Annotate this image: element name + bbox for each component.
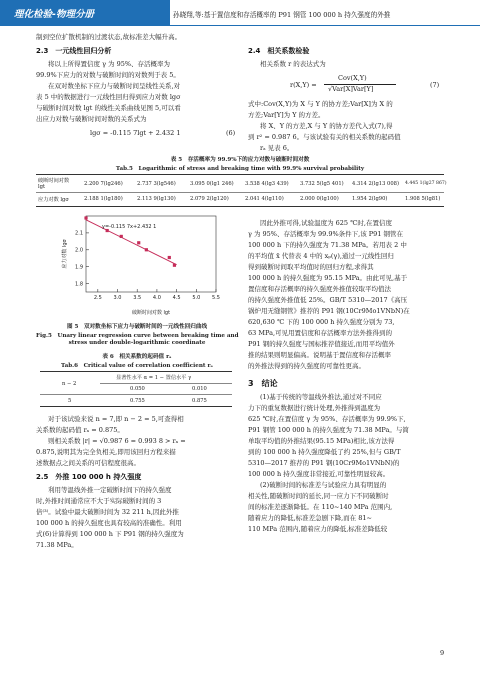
paragraph-line: 99.9%下应力的对数与破断时间的对数列于表 5。 <box>36 71 180 79</box>
paragraph-line: 得到破断时间取平均值时的回归方程,求得其 <box>248 263 374 271</box>
x-tick-label: 3.5 <box>133 295 142 301</box>
table-5-row2-label: 应力对数 lgσ <box>38 197 69 203</box>
table-5-row1-label-2: lgt <box>38 184 46 190</box>
data-point <box>120 235 123 238</box>
figure-5-chart <box>56 212 236 318</box>
running-title: 孙晓翔,等:基于置信度和存活概率的 P91 钢管 100 000 h 持久强度的外推 <box>173 11 391 19</box>
table-6-header-b: 0.010 <box>192 386 207 392</box>
paragraph-line: 的平均值 x̄ 代替表 4 中的 xₚ(γ),通过一元线性回归 <box>248 252 394 260</box>
section-2-5-body <box>36 485 238 551</box>
paragraph-line: 625 ℃时,在置信度 γ 为 95%、存活概率为 99.9%下, <box>248 415 406 423</box>
table-cell: 2.079 2(lg120) <box>190 196 229 202</box>
paragraph-line: γ 为 95%、存活概率为 99.9%条件下,该 P91 钢管在 <box>248 230 404 238</box>
table-6-n-label: n − 2 <box>62 381 77 387</box>
paragraph-line: 随着应力的降低,标准差急剧下降,而在 81~ <box>248 514 372 522</box>
data-point <box>137 241 140 244</box>
paragraph-line: 因此外推可得,试验温度为 625 ℃时,在置信度 <box>260 219 392 227</box>
table-6-header-rule <box>100 383 232 384</box>
paragraph-line: 在双对数坐标下应力与破断时间呈线性关系,对 <box>48 82 181 90</box>
figure-5-caption-en-2: stress under double-logarithmic coordinate <box>68 340 206 346</box>
table-6-header-a: 0.050 <box>130 386 145 392</box>
paragraph-line: P91 钢的持久强度与国标推荐值接近,而用平均值外 <box>248 340 395 348</box>
table-5-mid-rule <box>36 192 444 193</box>
table-6-caption-en: Tab.6 Critical value of correlation coefficient rₐ <box>60 363 214 369</box>
paragraph-line: 5310—2017 推荐的 P91 钢(10Cr9Mo1VNbN)的 <box>248 459 400 467</box>
paragraph-line: 出应力对数与破断时间对数的关系式为 <box>36 115 147 123</box>
paragraph-line: 式中:Cov(X,Y)为 X 与 Y 的协方差;Var[X]为 X 的 <box>248 100 393 108</box>
equation-7-lhs: r(X,Y) = <box>290 81 317 89</box>
paragraph-line: rₐ 见表 6。 <box>260 144 294 152</box>
paragraph-line: 单取平均值的外推结果(95.15 MPa)相比,该方法得 <box>248 437 395 445</box>
table-cell: 2.000 0(lg100) <box>300 196 339 202</box>
paragraph-line: 将以上所得置信度 γ 为 95%、存活概率为 <box>48 60 171 68</box>
paragraph-line: 式(6)计算得到 100 000 h 下 P91 钢的持久强度为 <box>36 530 184 538</box>
paragraph-line: 620,630 ℃ 下的 100 000 h 持久强度分别为 73, <box>248 318 395 326</box>
table-6-row-n: 5 <box>68 398 72 404</box>
paragraph-line: 锅炉用无缝钢管》推荐的 P91 钢(10Cr9Mo1VNbN)在 <box>248 307 410 315</box>
equation-6: lgσ = -0.115 7lgt + 2.432 1 <box>90 129 181 137</box>
paragraph-line: 到的 100 000 h 持久强度降低了约 25%,但与 GB/T <box>248 448 401 456</box>
table-cell: 1.908 5(lg81) <box>405 196 441 202</box>
y-tick-label: 1.9 <box>75 264 83 271</box>
table-5-top-rule <box>36 174 444 175</box>
paragraph-line: 100 000 h 持久强度非常接近,可靠性明显较高。 <box>248 470 390 478</box>
section-2-4-intro: 相关系数 r 的表达式为 <box>260 60 326 68</box>
paragraph-line: 时,外推时间通常应不大于实际破断时间的 3 <box>36 497 162 505</box>
x-tick-label: 2.5 <box>93 295 102 301</box>
x-axis-label: 破断时间对数 lgt <box>131 310 171 316</box>
table-cell: 2.737 3(lg546) <box>137 181 176 187</box>
paragraph-line: (1)基于传统的等温线外推法,通过对不同应 <box>260 393 382 401</box>
section-2-4-heading: 2.4 相关系数检验 <box>248 47 310 55</box>
y-tick-label: 2.1 <box>75 230 83 237</box>
paragraph-line: 71.38 MPa。 <box>36 541 78 549</box>
x-tick-label: 3.0 <box>113 295 122 301</box>
paragraph-line: 表 5 中的数据进行一元线性回归得到应力对数 lgσ <box>36 93 181 101</box>
section-2-3-body <box>36 59 238 125</box>
table-6-top-rule <box>40 371 232 372</box>
paragraph-line: 与破断时间对数 lgt 的线性关系曲线见图 5,可以看 <box>36 104 181 112</box>
paragraph-line: 间的标准差逐渐降低。在 110~140 MPa 范围内, <box>248 503 393 511</box>
table-cell: 3.538 4(lg3 439) <box>245 181 289 187</box>
intro-line: 制到空位扩散机制的过渡状态,故标准差大幅升高。 <box>36 33 182 41</box>
page-number: 9 <box>440 649 445 657</box>
journal-brand: 理化检验-物理分册 <box>14 9 94 20</box>
table-5-caption-en: Tab.5 Logarithmic of stress and breaking time with 99.9% survival probability <box>115 166 365 172</box>
paragraph-line: (2)破断时间的标准差与试验应力具有明显的 <box>260 481 387 489</box>
data-point <box>168 256 171 259</box>
table-cell: 2.200 7(lg246) <box>84 181 123 187</box>
equation-7-number: (7) <box>430 81 440 89</box>
x-tick-label: 5.5 <box>212 295 220 301</box>
paragraph-line: 100 000 h 的持久强度为 95.15 MPa。由此可见,基于 <box>248 274 408 282</box>
table-cell: 4.314 2(lg13 008) <box>352 181 399 187</box>
section-2-4-body <box>248 99 448 154</box>
x-tick-label: 4.5 <box>172 295 181 301</box>
y-tick-label: 1.8 <box>75 281 83 288</box>
table-6-row-b: 0.875 <box>192 398 207 404</box>
table-6-bottom-rule <box>40 406 232 407</box>
table-6-mid-rule <box>40 394 232 395</box>
regression-equation-label: y=-0.115 7x+2.432 1 <box>102 224 157 230</box>
paragraph-line: 63 MPa,可见用置信度和存活概率方法外推得到的 <box>248 329 393 337</box>
paragraph-line: 100 000 h 下的持久强度为 71.38 MPa。若用表 2 中 <box>248 241 407 249</box>
equation-6-number: (6) <box>226 129 236 137</box>
equation-7-numerator: Cov(X,Y) <box>338 74 367 82</box>
table-cell: 2.041 4(lg110) <box>245 196 284 202</box>
header-rule <box>0 25 480 26</box>
section-2-5-continued <box>248 218 448 372</box>
x-tick-label: 4.0 <box>152 295 161 301</box>
table-5-row1-label: 破断时间对数 <box>38 178 70 184</box>
paragraph-line: 的持久强度外推值低 25%。GB/T 5310—2017《高压 <box>248 296 408 304</box>
paragraph-line: 0.875,说明其为完全负相关,即用该回归方程来描 <box>36 448 176 456</box>
table-6-caption-cn: 表 6 相关系数的起码值 rₐ <box>102 354 172 360</box>
y-axis-label: 应力对数 lgσ <box>62 239 68 269</box>
paragraph-line: P91 钢管 100 000 h 的持久强度为 71.38 MPa。与简 <box>248 426 409 434</box>
table-cell: 4.445 1(lg27 867) <box>405 181 447 186</box>
x-tick-label: 5.0 <box>192 295 201 301</box>
paragraph-line: 方差;Var[Y]为 Y 的方差。 <box>248 111 325 119</box>
paragraph-line: 利用等温线外推一定破断时间下的持久强度 <box>48 486 172 494</box>
figure-5-caption-en-1: Fig.5 Unary linear regression curve between breaking time and <box>36 333 239 339</box>
figure-5-caption-cn: 图 5 双对数坐标下应力与破断时间的一元线性回归曲线 <box>66 324 208 330</box>
section-3-body <box>248 392 448 535</box>
paragraph-line: 关系数的起码值 rₐ = 0.875。 <box>36 426 124 434</box>
table-cell: 2.113 9(lg130) <box>137 196 176 202</box>
paragraph-line: 110 MPa 范围内,随着应力的降低,标准差降低较 <box>248 525 388 533</box>
paragraph-line: 述数据点之间关系的可信程度很高。 <box>36 459 140 467</box>
section-3-heading: 3 结论 <box>248 379 278 388</box>
table-5-caption-cn: 表 5 存活概率为 99.9%下的应力对数与破断时间对数 <box>170 157 310 163</box>
section-2-4-continued <box>36 414 238 469</box>
equation-7-denominator: √Var[X]Var[Y] <box>328 85 374 93</box>
table-6-header-top: 显著性水平 α = 1 − 置信水平 γ <box>116 375 192 381</box>
section-2-5-heading: 2.5 外推 100 000 h 持久强度 <box>36 473 142 481</box>
table-6-row-a: 0.755 <box>130 398 145 404</box>
paragraph-line: 推的结果则明显偏高。说明基于置信度和存活概率 <box>248 351 391 359</box>
data-point <box>84 216 87 219</box>
paragraph-line: 到 r² = 0.987 6。与该试验有关的相关系数的起码值 <box>248 133 401 141</box>
table-cell: 2.188 1(lg180) <box>84 196 123 202</box>
paragraph-line: 100 000 h 的持久强度也具有较高的准确性。利用 <box>36 519 182 527</box>
table-cell: 3.732 5(lg5 401) <box>300 181 344 187</box>
y-tick-label: 2.0 <box>75 247 83 254</box>
paragraph-line: 对于该试验来说 n = 7,即 n − 2 = 5,可查得相 <box>48 415 184 423</box>
paragraph-line: 则相关系数 |r| = √0.987 6 = 0.993 8 > rₐ = <box>48 437 186 445</box>
table-cell: 1.954 2(lg90) <box>352 196 388 202</box>
data-point <box>145 248 148 251</box>
section-2-3-heading: 2.3 一元线性回归分析 <box>36 47 112 55</box>
paragraph-line: 将 X、Y 的方差,X 与 Y 的协方差代入式(7),得 <box>260 122 393 130</box>
paragraph-line: 力下的重复数据进行统计处理,外推得到温度为 <box>248 404 381 412</box>
paragraph-line: 倍⁽³⁾。试验中最大破断时间为 32 211 h,因此外推 <box>36 508 179 516</box>
table-cell: 3.095 0(lg1 246) <box>190 181 234 187</box>
table-5-bottom-rule <box>36 206 444 207</box>
paragraph-line: 置信度和存活概率的持久强度外推值较取平均值法 <box>248 285 391 293</box>
paragraph-line: 相关性,随破断时间的延长,同一应力下不同破断时 <box>248 492 389 500</box>
paragraph-line: 的外推法得到的持久强度的可靠性更高。 <box>248 362 365 370</box>
data-point <box>173 264 176 267</box>
